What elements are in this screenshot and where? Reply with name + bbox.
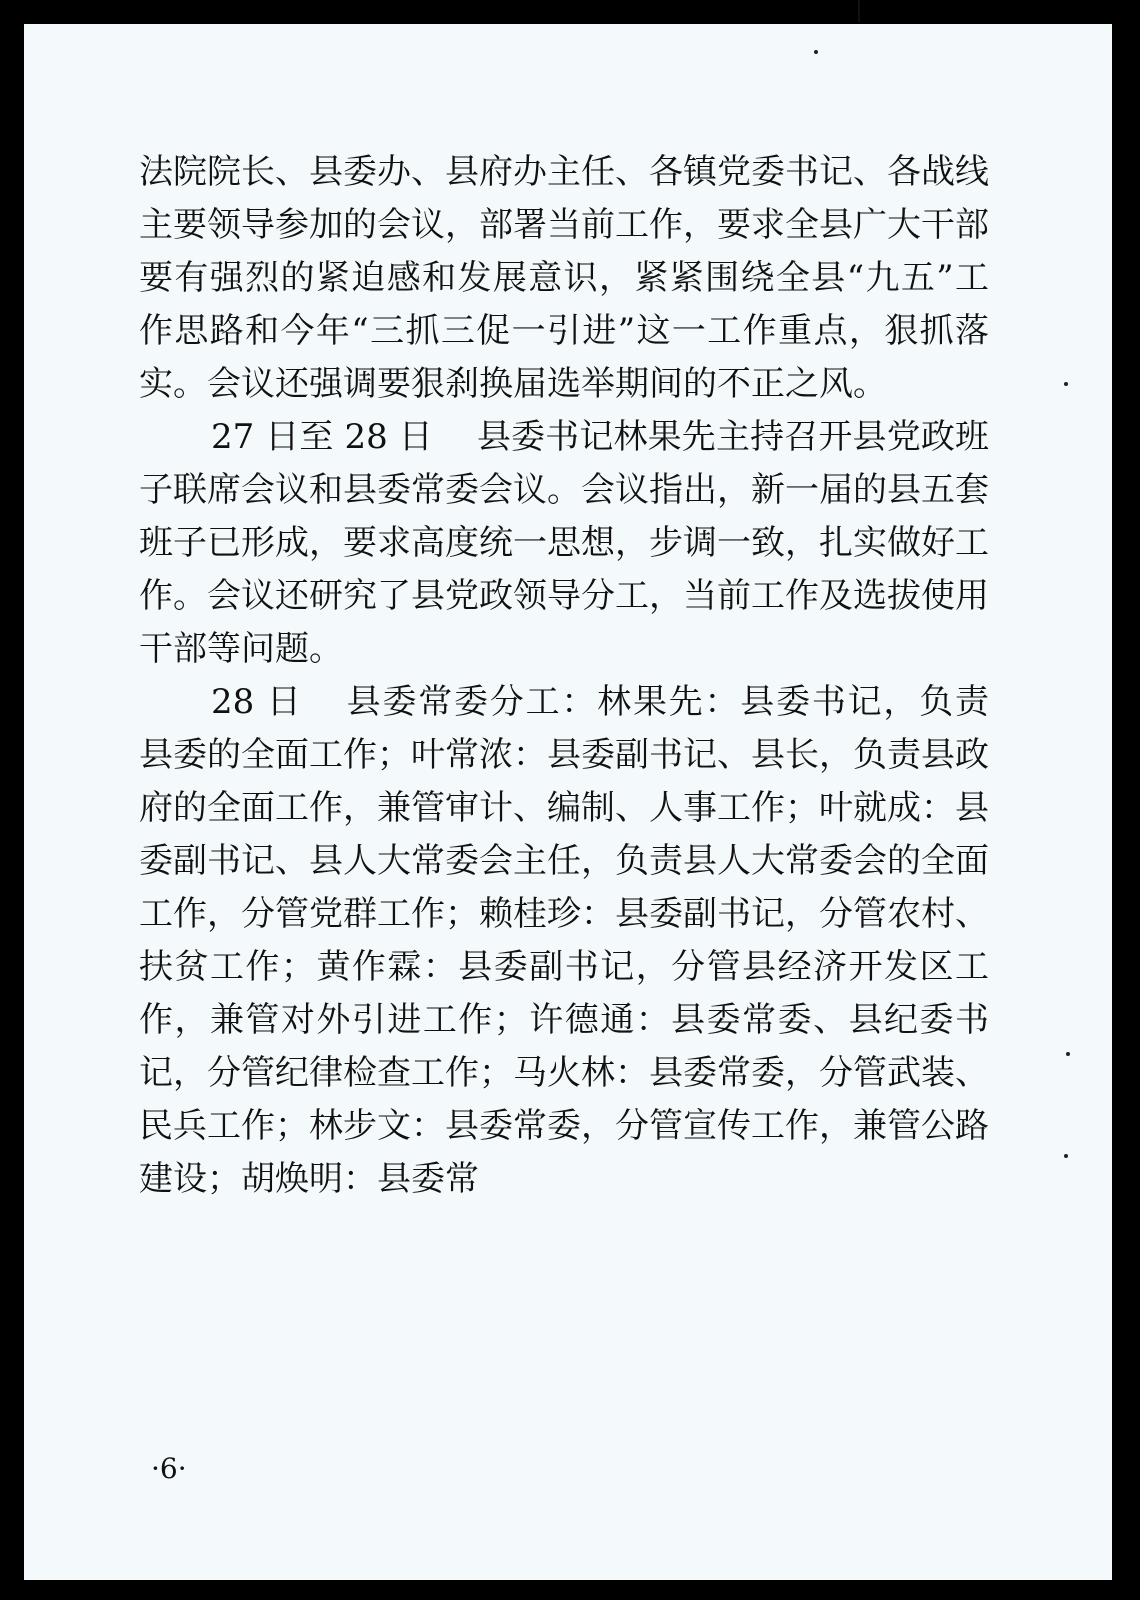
scan-edge-line: [858, 0, 860, 22]
paragraph-1: [139, 146, 989, 411]
paragraph-2: [139, 411, 989, 676]
page-number: ·6·: [151, 1452, 187, 1485]
scan-speck: [1066, 1052, 1070, 1056]
paragraph-2-date: 27 日至 28 日: [211, 417, 433, 457]
paragraph-3: [139, 676, 989, 1206]
document-page: [24, 24, 1112, 1580]
paragraph-2-text: 县委书记林果先主持召开县党政班子联席会议和县委常委会议。会议指出，新一届的县五套班子已形成，要求高度统一思想，步调一致，扎实做好工作。会议还研究了县党政领导分工，当前工作及选拔使用干部等问题。: [139, 417, 990, 669]
paragraph-3-date: 28 日: [211, 682, 303, 722]
paragraph-1-text: 法院院长、县委办、县府办主任、各镇党委书记、各战线主要领导参加的会议，部署当前工作，要求全县广大干部要有强烈的紧迫感和发展意识，紧紧围绕全县“九五”工作思路和今年“三抓三促一引进”这一工作重点，狠抓落实。会议还强调要狠刹换届选举期间的不正之风。: [139, 152, 989, 404]
body-text: [139, 146, 989, 1206]
scan-speck: [1064, 382, 1068, 386]
scan-speck: [814, 50, 818, 54]
paragraph-3-text: 县委常委分工：林果先：县委书记，负责县委的全面工作；叶常浓：县委副书记、县长，负责县政府的全面工作，兼管审计、编制、人事工作；叶就成：县委副书记、县人大常委会主任，负责县人大常委会的全面工作，分管党群工作；赖桂珍：县委副书记，分管农村、扶贫工作；黄作霖：县委副书记，分管县经济开发区工作，兼管对外引进工作；许德通：县委常委、县纪委书记，分管纪律检查工作；马火林：县委常委，分管武装、民兵工作；林步文：县委常委，分管宣传工作，兼管公路建设；胡焕明：县委常: [139, 682, 990, 1199]
scan-speck: [1064, 1154, 1068, 1158]
